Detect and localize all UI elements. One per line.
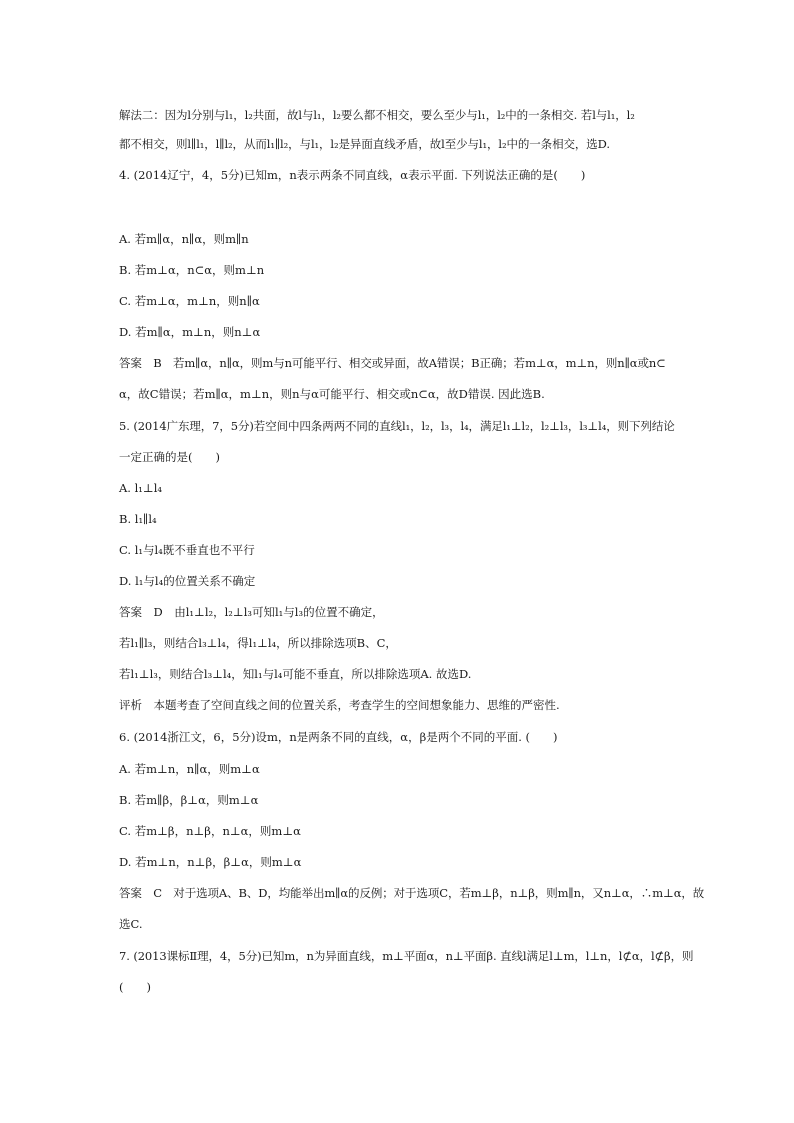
question-5-stem-line-2: 一定正确的是( ) xyxy=(119,450,220,464)
question-4-option-d: D. 若m∥α，m⊥n，则n⊥α xyxy=(119,325,261,339)
question-4-option-c: C. 若m⊥α，m⊥n，则n∥α xyxy=(119,294,260,308)
question-6-option-a: A. 若m⊥n，n∥α，则m⊥α xyxy=(119,762,260,776)
question-6-option-b: B. 若m∥β，β⊥α，则m⊥α xyxy=(119,793,259,807)
question-5-option-d: D. l₁与l₄的位置关系不确定 xyxy=(119,574,256,588)
question-4-option-b: B. 若m⊥α，n⊂α，则m⊥n xyxy=(119,263,265,277)
question-4-answer-line-2: α，故C错误；若m∥α，m⊥n，则n与α可能平行、相交或n⊂α，故D错误. 因此选B. xyxy=(119,387,545,401)
question-7-stem-line-1: 7. (2013课标Ⅱ理，4，5分)已知m，n为异面直线，m⊥平面α，n⊥平面β. 直线l满足l⊥m，l⊥n，l⊄α，l⊄β，则 xyxy=(119,949,694,963)
question-5-option-c: C. l₁与l₄既不垂直也不平行 xyxy=(119,543,255,557)
question-6-answer-line-2: 选C. xyxy=(119,917,143,931)
solution-method-2-line-2: 都不相交，则l∥l₁，l∥l₂，从而l₁∥l₂，与l₁，l₂是异面直线矛盾，故l至少与l₁，l₂中的一条相交，选D. xyxy=(119,137,610,151)
question-5-comment: 评析 本题考查了空间直线之间的位置关系，考查学生的空间想象能力、思维的严密性. xyxy=(119,698,560,712)
question-4-option-a: A. 若m∥α，n∥α，则m∥n xyxy=(119,232,249,246)
question-5-answer-line-2: 若l₁∥l₃，则结合l₃⊥l₄，得l₁⊥l₄，所以排除选项B、C， xyxy=(119,636,397,650)
question-7-stem-line-2: ( ) xyxy=(119,980,151,994)
question-4-stem: 4. (2014辽宁，4，5分)已知m，n表示两条不同直线，α表示平面. 下列说法正确的是( ) xyxy=(119,168,586,182)
question-6-stem: 6. (2014浙江文，6，5分)设m，n是两条不同的直线，α，β是两个不同的平面. ( ) xyxy=(119,730,558,744)
question-4-answer-line-1: 答案 B 若m∥α，n∥α，则m与n可能平行、相交或异面，故A错误；B正确；若m⊥α，m⊥n，则n∥α或n⊂ xyxy=(119,356,666,370)
question-5-stem-line-1: 5. (2014广东理，7，5分)若空间中四条两两不同的直线l₁，l₂，l₃，l₄，满足l₁⊥l₂，l₂⊥l₃，l₃⊥l₄，则下列结论 xyxy=(119,419,675,433)
question-6-answer-line-1: 答案 C 对于选项A、B、D，均能举出m∥α的反例；对于选项C，若m⊥β，n⊥β，则m∥n，又n⊥α，∴m⊥α，故 xyxy=(119,886,705,900)
question-5-answer-line-3: 若l₁⊥l₃，则结合l₃⊥l₄，知l₁与l₄可能不垂直，所以排除选项A. 故选D. xyxy=(119,667,472,681)
question-5-answer-line-1: 答案 D 由l₁⊥l₂，l₂⊥l₃可知l₁与l₃的位置不确定， xyxy=(119,605,384,619)
question-5-option-a: A. l₁⊥l₄ xyxy=(119,481,163,495)
solution-method-2-line-1: 解法二：因为l分别与l₁，l₂共面，故l与l₁，l₂要么都不相交，要么至少与l₁，l₂中的一条相交. 若l与l₁，l₂ xyxy=(119,108,635,122)
question-6-option-d: D. 若m⊥n，n⊥β，β⊥α，则m⊥α xyxy=(119,855,302,869)
question-6-option-c: C. 若m⊥β，n⊥β，n⊥α，则m⊥α xyxy=(119,824,301,838)
question-5-option-b: B. l₁∥l₄ xyxy=(119,512,157,526)
